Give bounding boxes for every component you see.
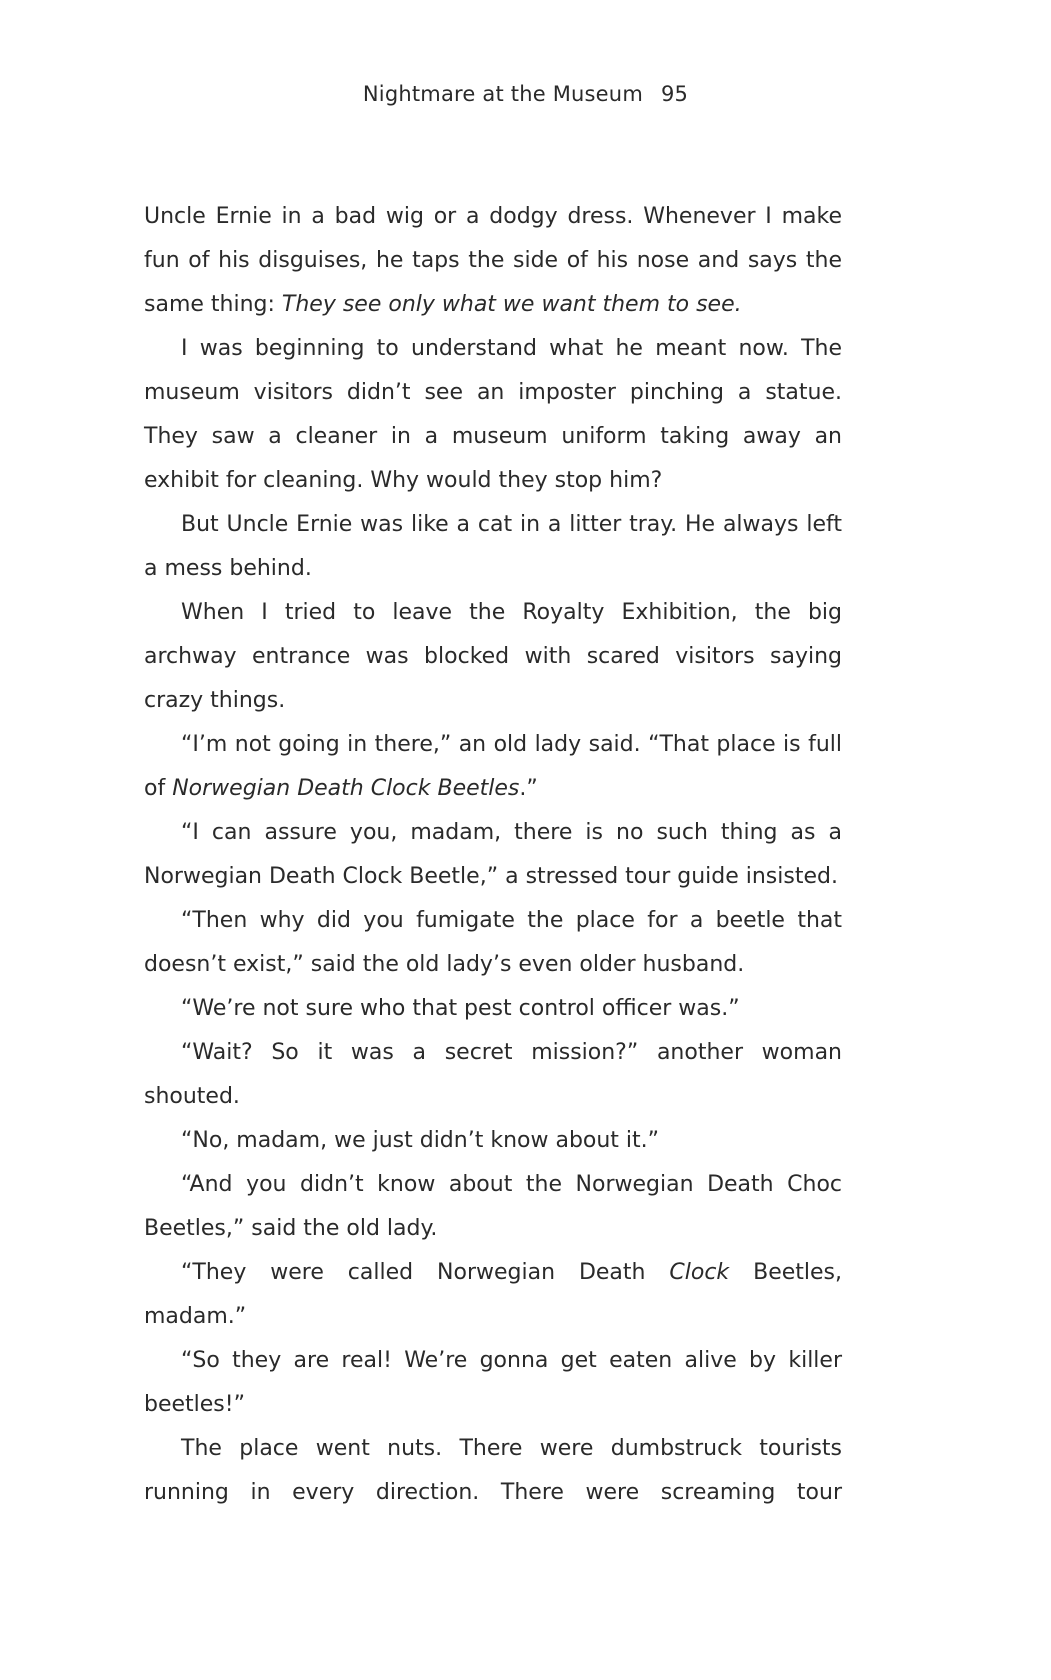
- italic-run: Norwegian Death Clock Beetles: [172, 776, 520, 801]
- paragraph-12: [144, 1339, 842, 1427]
- italic-run: Clock: [669, 1260, 730, 1285]
- text-run: I was beginning to understand what he meant now. The museum visitors didn’t see an imposter pinching a statue. They saw a cleaner in a museum uniform taking away an exhibit for cleaning. Why would they stop him?: [144, 336, 842, 493]
- text-run: “We’re not sure who that pest control officer was.”: [181, 996, 740, 1021]
- text-run: “And you didn’t know about the Norwegian Death Choc Beetles,” said the old lady.: [144, 1172, 842, 1241]
- paragraph-1: [144, 327, 842, 503]
- text-run: Uncle Ernie in a bad wig or a dodgy dress. Whenever I make fun of his disguises, he taps the side of his nose and says the same thing:: [144, 204, 842, 317]
- paragraph-10: [144, 1163, 842, 1251]
- italic-run: They see only what we want them to see.: [281, 292, 742, 317]
- text-run: “They were called Norwegian Death: [181, 1260, 670, 1285]
- body-text: [144, 195, 842, 1515]
- text-run: “So they are real! We’re gonna get eaten alive by killer beetles!”: [144, 1348, 842, 1417]
- text-run: .”: [519, 776, 538, 801]
- paragraph-11: [144, 1251, 842, 1339]
- paragraph-4: [144, 723, 842, 811]
- paragraph-6: [144, 899, 842, 987]
- running-head: [0, 82, 1051, 106]
- text-run: “I can assure you, madam, there is no such thing as a Norwegian Death Clock Beetle,” a stressed tour guide insisted.: [144, 820, 842, 889]
- paragraph-7: [144, 987, 842, 1031]
- paragraph-9: [144, 1119, 842, 1163]
- text-run: “No, madam, we just didn’t know about it.”: [181, 1128, 660, 1153]
- text-run: “Wait? So it was a secret mission?” another woman shouted.: [144, 1040, 842, 1109]
- text-run: But Uncle Ernie was like a cat in a litter tray. He always left a mess behind.: [144, 512, 842, 581]
- text-run: The place went nuts. There were dumbstruck tourists running in every direction. There were screaming tour: [144, 1436, 842, 1505]
- paragraph-2: [144, 503, 842, 591]
- paragraph-3: [144, 591, 842, 723]
- paragraph-13: [144, 1427, 842, 1515]
- text-run: When I tried to leave the Royalty Exhibition, the big archway entrance was blocked with scared visitors saying crazy things.: [144, 600, 842, 713]
- paragraph-8: [144, 1031, 842, 1119]
- text-run: “Then why did you fumigate the place for a beetle that doesn’t exist,” said the old lady’s even older husband.: [144, 908, 842, 977]
- paragraph-5: [144, 811, 842, 899]
- paragraph-0: [144, 195, 842, 327]
- chapter-title: Nightmare at the Museum: [362, 82, 643, 106]
- page-number: 95: [660, 82, 689, 106]
- text-run: Beetles, madam.”: [144, 1260, 843, 1329]
- text-run: “I’m not going in there,” an old lady said. “That place is full of: [144, 732, 842, 801]
